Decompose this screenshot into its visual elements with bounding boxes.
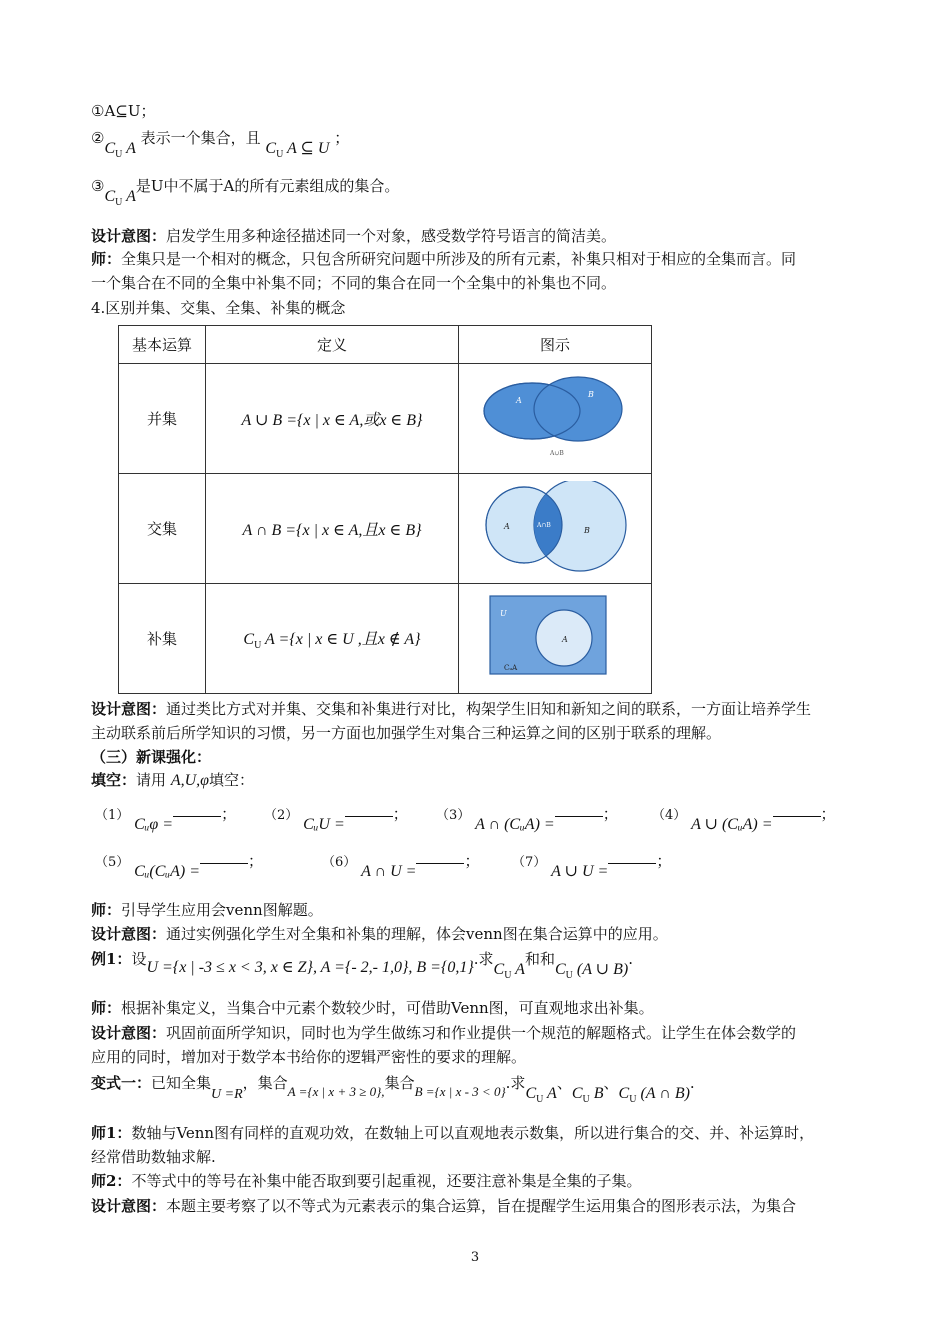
teacher-note-5: 师2：不等式中的等号在补集中能否取到要引起重视，还要注意补集是全集的子集。 (91, 1172, 642, 1190)
design-intent-2: 设计意图：通过类比方式对并集、交集和补集进行对比，构架学生旧知和新知之间的联系，一方面让培养学生 (91, 700, 812, 718)
example-1: 例1：设U ={x | -3 ≤ x < 3, x ∈ Z}, A ={- 2,- 1,0}, B ={0,1}.求$C_U$ A和和$C_U$ (A ∪ B). (91, 950, 633, 981)
blank-1: （1） Cᵤφ =； (95, 805, 237, 833)
label-a: A (504, 521, 510, 531)
teacher-note-2: 师：引导学生应用会venn图解题。 (91, 901, 323, 919)
table-cell-complement: 补集 (119, 584, 206, 694)
union-definition: A ∪ B ={x | x ∈ A,或x ∈ B} (206, 364, 459, 474)
answer-blank[interactable] (555, 806, 603, 817)
blank-4: （4） A ∪ (CᵤA) =； (652, 805, 836, 833)
blank-7: （7） A ∪ U =； (512, 852, 672, 880)
teacher-note-4-cont: 经常借助数轴求解. (91, 1148, 216, 1166)
section-4-title: 4.区别并集、交集、全集、补集的概念 (91, 299, 346, 317)
answer-blank[interactable] (200, 853, 248, 864)
table-header: 基本运算 (119, 326, 206, 364)
label-aub: A∪B (550, 449, 564, 457)
blank-5: （5） Cᵤ(CᵤA) =； (95, 852, 264, 880)
blank-6: （6） A ∩ U =； (322, 852, 480, 880)
answer-blank[interactable] (173, 806, 221, 817)
complement-definition: $C_U$ A ={x | x ∈ U ,且x ∉ A} (206, 584, 459, 694)
table-header: 定义 (206, 326, 459, 364)
answer-blank[interactable] (608, 853, 656, 864)
design-intent-5: 设计意图：本题主要考察了以不等式为元素表示的集合运算，旨在提醒学生运用集合的图形表示法，为集合 (91, 1197, 797, 1215)
design-intent-1: 设计意图：启发学生用多种途径描述同一个对象，感受数学符号语言的简洁美。 (91, 227, 617, 245)
fill-instruction: 填空：请用 A,U,φ填空： (91, 771, 255, 789)
teacher-note-1-cont: 一个集合在不同的全集中补集不同；不同的集合在同一个全集中的补集也不同。 (91, 274, 617, 292)
page-number: 3 (470, 1250, 480, 1265)
label-a: A (516, 395, 522, 405)
label-b: B (588, 389, 594, 399)
union-venn-diagram (480, 373, 630, 461)
set-b-circle (534, 377, 622, 441)
teacher-note-4: 师1：数轴与Venn图有同样的直观功效，在数轴上可以直观地表示数集，所以进行集合的交、并、补运算时， (91, 1124, 815, 1142)
answer-blank[interactable] (416, 853, 464, 864)
answer-blank[interactable] (345, 806, 393, 817)
teacher-note-1: 师：全集只是一个相对的概念，只包含所研究问题中所涉及的所有元素，补集只相对于相应的全集而言。同 (91, 250, 797, 268)
union-venn-cell (459, 364, 652, 474)
item-2: $②C_U$ A 表示一个集合，且 $C_U$ A ⊆ U ； (91, 129, 350, 160)
label-cua: CᵤA (504, 663, 518, 672)
label-u: U (500, 608, 507, 618)
design-intent-4-cont: 应用的同时，增加对于数学本书给你的逻辑严密性的要求的理解。 (91, 1048, 527, 1066)
table-header: 图示 (459, 326, 652, 364)
table-cell-union: 并集 (119, 364, 206, 474)
item-1: ①A⊆U； (91, 102, 156, 120)
intersection-venn-diagram (480, 481, 630, 573)
intersection-definition: A ∩ B ={x | x ∈ A,且x ∈ B} (206, 474, 459, 584)
blank-3: （3） A ∩ (CᵤA) =； (436, 805, 618, 833)
blank-2: （2） CᵤU =； (264, 805, 408, 833)
design-intent-2-cont: 主动联系前后所学知识的习惯，另一方面也加强学生对集合三种运算之间的区别于联系的理解。 (91, 724, 722, 742)
intersection-venn-cell (459, 474, 652, 584)
design-intent-4: 设计意图：巩固前面所学知识，同时也为学生做练习和作业提供一个规范的解题格式。让学生在体会数学的 (91, 1024, 797, 1042)
item-3: $③C_U$ A是U中不属于A的所有元素组成的集合。 (91, 177, 400, 208)
section-3-title: （三）新课强化： (91, 748, 212, 766)
design-intent-3: 设计意图：通过实例强化学生对全集和补集的理解，体会venn图在集合运算中的应用。 (91, 925, 668, 943)
answer-blank[interactable] (773, 806, 821, 817)
label-b: B (584, 525, 590, 535)
label-anb: A∩B (537, 521, 551, 529)
teacher-note-3: 师：根据补集定义，当集合中元素个数较少时，可借助Venn图，可直观地求出补集。 (91, 999, 654, 1017)
variant-1: 变式一：已知全集U =R，集合A ={x | x + 3 ≥ 0},集合B ={x | x - 3 < 0}.求$C_U$ A、$C_U$ B、$C_U$ (A ∩ B). (91, 1074, 695, 1105)
complement-venn-cell (459, 584, 652, 694)
complement-venn-diagram (480, 592, 630, 682)
set-operations-table (118, 325, 652, 694)
table-cell-intersection: 交集 (119, 474, 206, 584)
label-a: A (562, 634, 568, 644)
